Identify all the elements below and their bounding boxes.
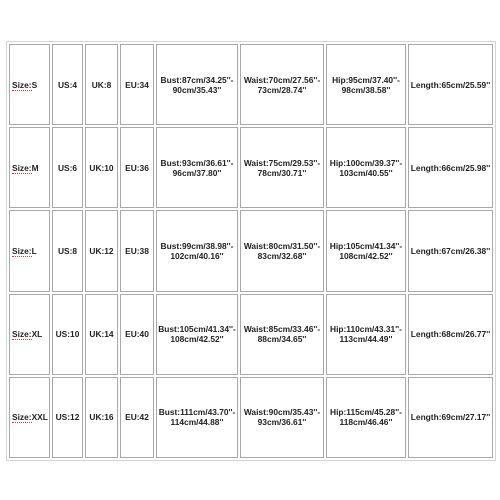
size-row <box>9 377 493 458</box>
size-row <box>9 294 493 375</box>
hip-cell: Hip:95cm/37.40''- 98cm/38.58'' <box>326 44 406 125</box>
size-value: S <box>31 79 38 90</box>
us-cell: US:12 <box>52 377 83 458</box>
us-cell: US:8 <box>52 210 83 291</box>
size-cell <box>9 210 50 291</box>
uk-cell: UK:16 <box>85 377 118 458</box>
size-cell <box>9 127 50 208</box>
eu-cell: EU:40 <box>120 294 154 375</box>
eu-cell: EU:34 <box>120 44 154 125</box>
waist-cell: Waist:75cm/29.53''- 78cm/30.71'' <box>240 127 324 208</box>
hip-cell: Hip:100cm/39.37''- 103cm/40.55'' <box>326 127 406 208</box>
size-label: Size: <box>12 329 32 340</box>
us-cell: US:6 <box>52 127 83 208</box>
bust-cell: Bust:87cm/34.25''- 90cm/35.43'' <box>156 44 238 125</box>
uk-cell: UK:14 <box>85 294 118 375</box>
size-row <box>9 127 493 208</box>
size-label: Size: <box>12 245 32 256</box>
size-row <box>9 44 493 125</box>
bust-cell: Bust:99cm/38.98''- 102cm/40.16'' <box>156 210 238 291</box>
waist-cell: Waist:70cm/27.56''- 73cm/28.74'' <box>240 44 324 125</box>
hip-cell: Hip:115cm/45.28''- 118cm/46.46'' <box>326 377 406 458</box>
us-cell: US:4 <box>52 44 83 125</box>
size-chart-table <box>6 41 496 461</box>
eu-cell: EU:38 <box>120 210 154 291</box>
length-cell: Length:66cm/25.98'' <box>408 127 493 208</box>
size-value: XXL <box>31 412 48 423</box>
size-label: Size: <box>12 412 32 423</box>
size-chart-body <box>9 44 493 458</box>
waist-cell: Waist:85cm/33.46''- 88cm/34.65'' <box>240 294 324 375</box>
length-cell: Length:69cm/27.17'' <box>408 377 493 458</box>
size-label: Size: <box>12 79 32 90</box>
size-cell <box>9 44 50 125</box>
size-value: M <box>31 162 39 173</box>
bust-cell: Bust:93cm/36.61''- 96cm/37.80'' <box>156 127 238 208</box>
bust-cell: Bust:105cm/41.34''- 108cm/42.52'' <box>156 294 238 375</box>
size-cell <box>9 377 50 458</box>
eu-cell: EU:36 <box>120 127 154 208</box>
eu-cell: EU:42 <box>120 377 154 458</box>
size-cell <box>9 294 50 375</box>
waist-cell: Waist:90cm/35.43''- 93cm/36.61'' <box>240 377 324 458</box>
uk-cell: UK:12 <box>85 210 118 291</box>
length-cell: Length:68cm/26.77'' <box>408 294 493 375</box>
size-label: Size: <box>12 162 32 173</box>
bust-cell: Bust:111cm/43.70''- 114cm/44.88'' <box>156 377 238 458</box>
uk-cell: UK:10 <box>85 127 118 208</box>
uk-cell: UK:8 <box>85 44 118 125</box>
length-cell: Length:67cm/26.38'' <box>408 210 493 291</box>
hip-cell: Hip:110cm/43.31''- 113cm/44.49'' <box>326 294 406 375</box>
hip-cell: Hip:105cm/41.34''- 108cm/42.52'' <box>326 210 406 291</box>
us-cell: US:10 <box>52 294 83 375</box>
length-cell: Length:65cm/25.59'' <box>408 44 493 125</box>
waist-cell: Waist:80cm/31.50''- 83cm/32.68'' <box>240 210 324 291</box>
size-value: L <box>31 245 37 256</box>
size-row <box>9 210 493 291</box>
size-value: XL <box>31 329 43 340</box>
